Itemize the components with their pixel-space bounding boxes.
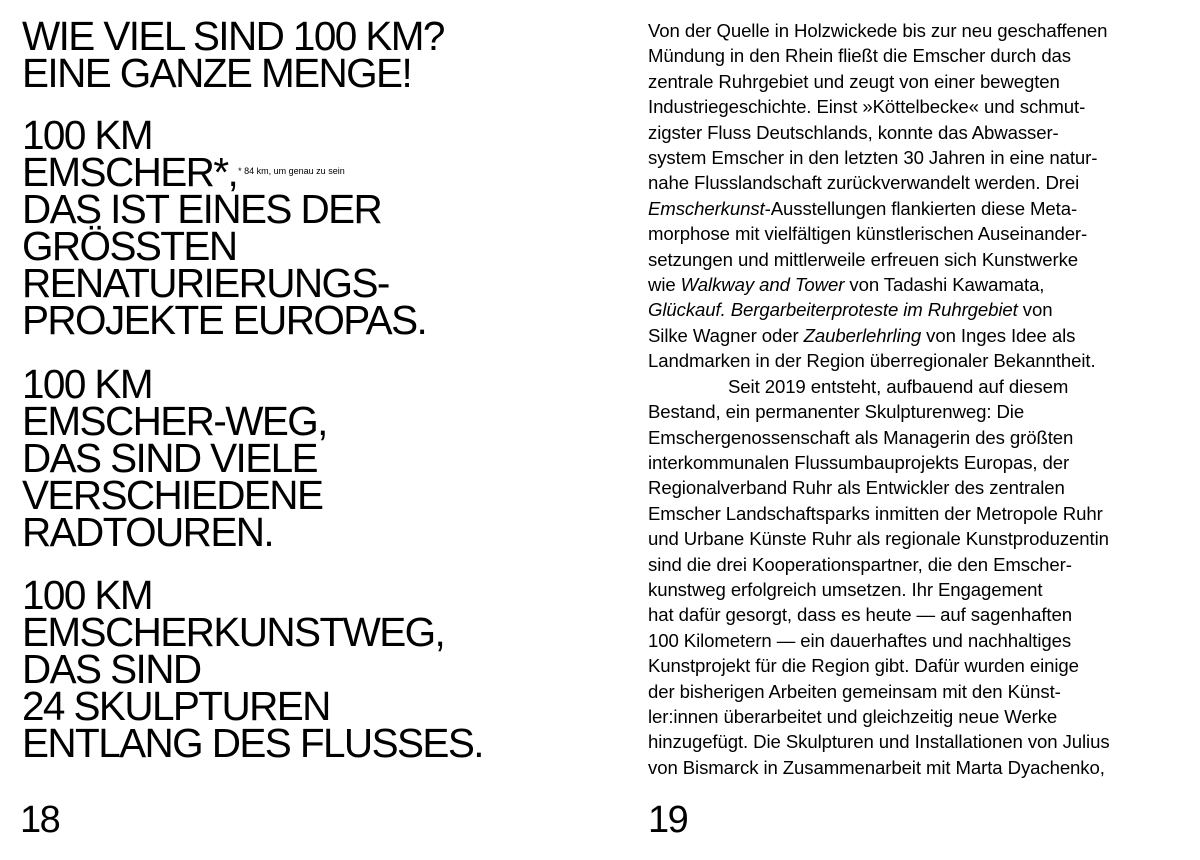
body-line: interkommunalen Flussumbauprojekts Europas, der [648, 451, 1070, 473]
headline-line: DAS SIND [22, 646, 201, 692]
body-line: von Bismarck in Zusammenarbeit mit Marta Dyachenko, [648, 756, 1105, 778]
headline-block-emscher-weg [22, 361, 582, 555]
headline-line: 24 SKULPTUREN [22, 683, 330, 729]
headline-line: GRÖSSTEN [22, 223, 237, 269]
italic-title: Glückauf. Bergarbeiterproteste im Ruhrgebiet [648, 299, 1018, 321]
body-line: wie Walkway and Tower von Tadashi Kawamata, [648, 274, 1045, 296]
headline-line: RADTOUREN. [22, 509, 274, 555]
body-line: hat dafür gesorgt, dass es heute — auf sagenhaften [648, 604, 1072, 626]
body-line: zentrale Ruhrgebiet und zeugt von einer bewegten [648, 70, 1060, 92]
body-line: Regionalverband Ruhr als Entwickler des zentralen [648, 477, 1065, 499]
body-line: Silke Wagner oder Zauberlehrling von Inges Idee als [648, 324, 1076, 346]
headline-line: VERSCHIEDENE [22, 472, 323, 518]
footnote: * 84 km, um genau zu sein [238, 166, 345, 176]
headline-line: DAS SIND VIELE [22, 435, 317, 481]
body-line: Bestand, ein permanenter Skulpturenweg: Die [648, 401, 1025, 423]
body-text [648, 18, 1183, 780]
headline-line: 100 KM [22, 361, 152, 407]
body-line: Emscherkunst-Ausstellungen flankierten diese Meta- [648, 197, 1078, 219]
body-line: und Urbane Künste Ruhr als regionale Kunstproduzentin [648, 528, 1109, 550]
body-line: Emscher Landschaftsparks inmitten der Metropole Ruhr [648, 502, 1103, 524]
headline-line: RENATURIERUNGS- [22, 260, 389, 306]
body-line: Landmarken in der Region überregionaler Bekanntheit. [648, 350, 1096, 372]
headline-line: EMSCHER-WEG, [22, 398, 327, 444]
body-line-indented: Seit 2019 entsteht, aufbauend auf diesem [728, 375, 1069, 397]
body-line: kunstweg erfolgreich umsetzen. Ihr Engagement [648, 578, 1043, 600]
body-line: Mündung in den Rhein fließt die Emscher durch das [648, 45, 1071, 67]
body-line: der bisherigen Arbeiten gemeinsam mit den Künst- [648, 680, 1061, 702]
headline-line: EMSCHER*, [22, 149, 238, 195]
body-line: Von der Quelle in Holzwickede bis zur neu geschaffenen [648, 20, 1108, 41]
body-line: zigster Fluss Deutschlands, konnte das Abwasser- [648, 121, 1059, 143]
headline-line: DAS IST EINES DER [22, 186, 382, 232]
headline-line: 100 KM [22, 112, 152, 158]
body-line: ler:innen überarbeitet und gleichzeitig neue Werke [648, 705, 1058, 727]
body-line: Emschergenossenschaft als Managerin des größten [648, 426, 1074, 448]
body-line: Industriegeschichte. Einst »Köttelbecke« und schmut- [648, 96, 1086, 118]
headline-block-emscher [22, 112, 582, 343]
italic-title: Zauberlehrling [803, 324, 922, 346]
body-line: Glückauf. Bergarbeiterproteste im Ruhrgebiet von [648, 299, 1053, 321]
headline-line: EMSCHERKUNSTWEG, [22, 609, 445, 655]
body-line: sind die drei Kooperationspartner, die den Emscher- [648, 553, 1072, 575]
body-line: 100 Kilometern — ein dauerhaftes und nachhaltiges [648, 629, 1072, 651]
title-line: EINE GANZE MENGE! [22, 50, 412, 96]
headline-line: PROJEKTE EUROPAS. [22, 297, 427, 343]
body-line: nahe Flusslandschaft zurückverwandelt werden. Drei [648, 172, 1080, 194]
body-line: hinzugefügt. Die Skulpturen und Installationen von Julius [648, 731, 1110, 753]
headline-line: 100 KM [22, 572, 152, 618]
headline-block-emscherkunstweg [22, 572, 582, 766]
page-title [22, 13, 582, 96]
page-number: 19 [648, 799, 688, 841]
body-line: morphose mit vielfältigen künstlerischen Auseinander- [648, 223, 1088, 245]
title-line: WIE VIEL SIND 100 KM? [22, 13, 444, 59]
italic-title: Emscherkunst [648, 197, 765, 219]
page-number: 18 [20, 799, 60, 841]
body-line: setzungen und mittlerweile erfreuen sich Kunstwerke [648, 248, 1079, 270]
italic-title: Walkway and Tower [680, 274, 845, 296]
headline-line: ENTLANG DES FLUSSES. [22, 720, 483, 766]
body-line: Kunstprojekt für die Region gibt. Dafür wurden einige [648, 655, 1079, 677]
body-line: system Emscher in den letzten 30 Jahren in eine natur- [648, 147, 1098, 169]
